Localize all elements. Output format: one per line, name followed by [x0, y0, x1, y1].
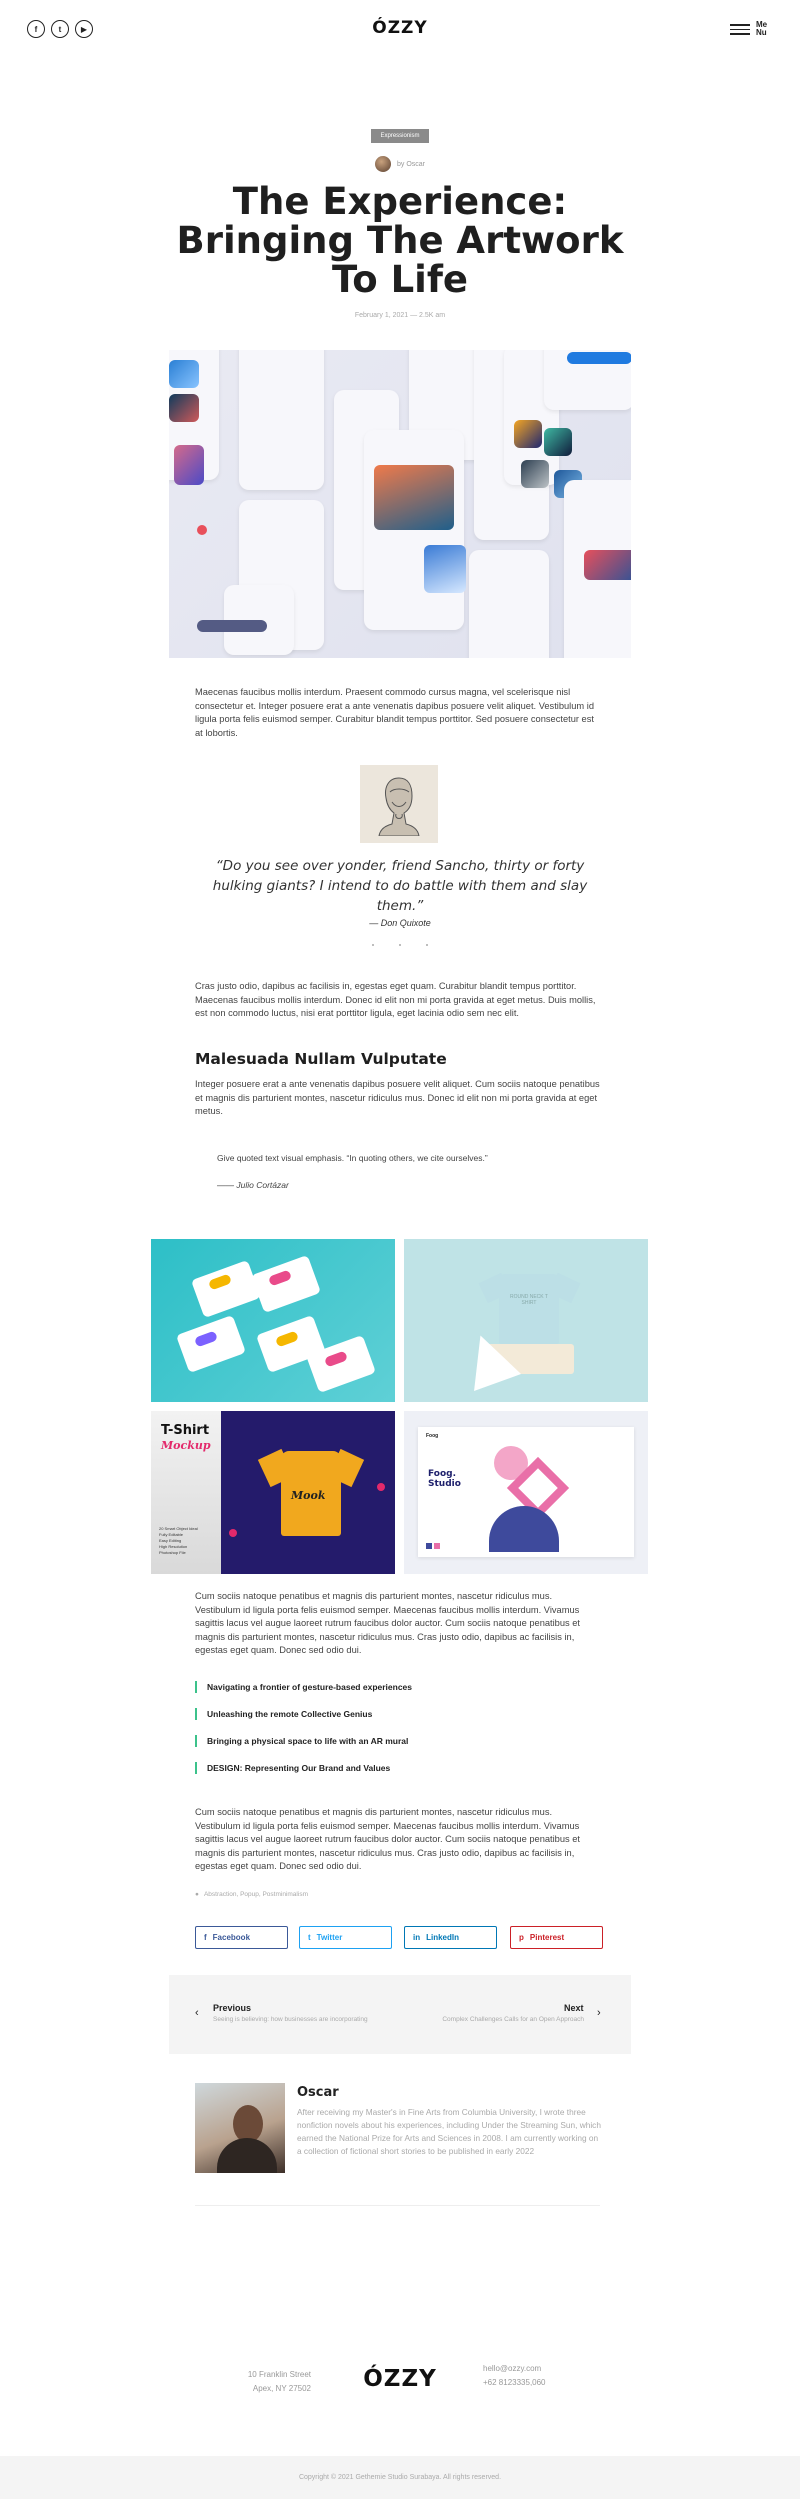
- post-title: The Experience: Bringing The Artwork To Life: [176, 180, 624, 301]
- author-photo[interactable]: [195, 2083, 285, 2173]
- list-item[interactable]: Bringing a physical space to life with an AR mural: [195, 1735, 408, 1747]
- share-label: Pinterest: [529, 1933, 565, 1942]
- tag-icon: ●: [195, 1891, 199, 1898]
- post-tags: [195, 1891, 308, 1898]
- share-label: Twitter: [316, 1933, 343, 1942]
- address-line-2: Apex, NY 27502: [252, 2384, 311, 2393]
- pinterest-icon: p: [519, 1933, 524, 1942]
- share-label: Facebook: [212, 1933, 251, 1942]
- share-linkedin-button[interactable]: [404, 1926, 497, 1949]
- paragraph-2: Cras justo odio, dapibus ac facilisis in, egestas eget quam. Curabitur blandit tempus porttitor. Maecenas faucibus mollis interdum. Donec id elit non mi porta gravida at eget metus. Duis mollis, est non commodo luctus, nisi erat porttitor ligula, eget lacinia odio sem nec elit.: [195, 981, 596, 1018]
- author-name[interactable]: Oscar: [297, 2085, 339, 2100]
- mockup-features: 20 Smart Object Ideal Fully Editable Easy Editing High Resolution Photoshop File: [159, 1526, 198, 1555]
- blockquote-text: Give quoted text visual emphasis. “In quoting others, we cite ourselves.”: [217, 1153, 488, 1163]
- youtube-icon[interactable]: ▶: [75, 20, 93, 38]
- gallery-image-phones[interactable]: [151, 1239, 395, 1402]
- hero-image: [169, 350, 631, 658]
- share-facebook-button[interactable]: [195, 1926, 288, 1949]
- facebook-icon: f: [204, 1933, 207, 1942]
- previous-post-label[interactable]: Previous: [213, 2003, 252, 2013]
- facebook-icon[interactable]: f: [27, 20, 45, 38]
- don-quixote-portrait: [360, 765, 438, 843]
- pull-quote: “Do you see over yonder, friend Sancho, thirty or forty hulking giants? I intend to do battle with them and slay them.”: [212, 858, 588, 914]
- hamburger-icon: [730, 21, 750, 38]
- studio-title: Foog. Studio: [428, 1469, 461, 1489]
- gallery-image-studio[interactable]: [404, 1411, 648, 1574]
- list-item[interactable]: Unleashing the remote Collective Genius: [195, 1708, 372, 1720]
- divider: [195, 2205, 600, 2206]
- address-line-1: 10 Franklin Street: [247, 2370, 311, 2379]
- author-avatar[interactable]: [375, 156, 391, 172]
- linkedin-icon: in: [413, 1933, 421, 1942]
- quote-divider: [372, 944, 428, 946]
- blockquote-cite: —— Julio Cortázar: [217, 1180, 289, 1190]
- mockup-subtitle: Mockup: [161, 1439, 211, 1452]
- share-twitter-button[interactable]: [299, 1926, 392, 1949]
- gallery-image-tshirt[interactable]: [404, 1239, 648, 1402]
- author-byline[interactable]: by Oscar: [396, 160, 425, 168]
- footer-logo[interactable]: ÓZZY: [363, 2366, 437, 2392]
- menu-button[interactable]: [730, 21, 770, 38]
- list-item[interactable]: Navigating a frontier of gesture-based experiences: [195, 1681, 412, 1693]
- menu-label-2: Nu: [756, 28, 767, 38]
- studio-brand: Foog: [426, 1433, 439, 1439]
- next-post-title[interactable]: Complex Challenges Calls for an Open Approach: [442, 2016, 584, 2023]
- section-heading: Malesuada Nullam Vulputate: [195, 1050, 447, 1068]
- paragraph-intro: Maecenas faucibus mollis interdum. Praesent commodo cursus magna, vel scelerisque nisl consectetur et. Integer posuere erat a ante venenatis dapibus posuere velit aliquet. Vestibulum id ligula porta felis euismod semper. Curabitur blandit tempus porttitor. Sed posuere consectetur est at lobortis.: [195, 687, 594, 738]
- category-badge[interactable]: Expressionism: [371, 129, 429, 143]
- paragraph-4: Cum sociis natoque penatibus et magnis dis parturient montes, nascetur ridiculus mus. Vestibulum id ligula porta felis euismod semper. Maecenas faucibus mollis interdum. Vivamus sagittis lacus vel augue laoreet rutrum faucibus dolor auctor. Cum sociis natoque penatibus et magnis dis parturient montes, nascetur ridiculus mus. Cras justo odio, dapibus ac facilisis in, egestas eget quam. Donec sed odio dui.: [195, 1591, 581, 1655]
- next-post-label[interactable]: Next: [564, 2003, 584, 2013]
- list-item[interactable]: DESIGN: Representing Our Brand and Values: [195, 1762, 390, 1774]
- shirt-mook-text: Mook: [291, 1489, 326, 1502]
- paragraph-3: Integer posuere erat a ante venenatis dapibus posuere velit aliquet. Cum sociis natoque penatibus et magnis dis parturient montes, nascetur ridiculus mus. Donec id elit non mi porta gravida at eget metus.: [195, 1079, 600, 1116]
- author-row: [0, 156, 800, 172]
- paragraph-5: Cum sociis natoque penatibus et magnis dis parturient montes, nascetur ridiculus mus. Vestibulum id ligula porta felis euismod semper. Maecenas faucibus mollis interdum. Vivamus sagittis lacus vel augue laoreet rutrum faucibus dolor auctor. Cum sociis natoque penatibus et magnis dis parturient montes, nascetur ridiculus mus. Cras justo odio, dapibus ac facilisis in, egestas eget quam. Donec sed odio dui.: [195, 1807, 581, 1871]
- footer-email[interactable]: hello@ozzy.com: [483, 2364, 542, 2373]
- footer-phone[interactable]: +62 8123335,060: [483, 2378, 546, 2387]
- twitter-icon: t: [308, 1933, 311, 1942]
- menu-label-1: Me: [756, 20, 768, 30]
- tag-list[interactable]: Abstraction, Popup, Postminimalism: [203, 1891, 308, 1898]
- share-label: LinkedIn: [426, 1933, 459, 1942]
- share-pinterest-button[interactable]: [510, 1926, 603, 1949]
- post-meta: February 1, 2021 — 2.5K am: [354, 312, 446, 319]
- chevron-right-icon[interactable]: ›: [597, 2007, 601, 2019]
- gallery-image-mockup[interactable]: [151, 1411, 395, 1574]
- site-header: [0, 0, 800, 60]
- previous-post-title[interactable]: Seeing is believing: how businesses are incorporating: [213, 2016, 368, 2023]
- shirt-text: ROUND NECK T SHIRT: [510, 1294, 548, 1306]
- author-bio: After receiving my Master's in Fine Arts from Columbia University, I wrote three nonfiction novels about his experiences, including Under the Streaming Sun, which earned the National Prize for Arts and Sciences in 2008. I am currently working on a collection of fictional short stories to be published in early 2022: [297, 2107, 601, 2156]
- pull-quote-cite: — Don Quixote: [369, 918, 431, 928]
- site-logo[interactable]: ÓZZY: [372, 18, 428, 38]
- footer-contact: [483, 2362, 546, 2390]
- copyright: Copyright © 2021 Gethemie Studio Surabaya. All rights reserved.: [0, 2456, 800, 2499]
- chevron-left-icon[interactable]: ‹: [195, 2007, 199, 2019]
- twitter-icon[interactable]: t: [51, 20, 69, 38]
- post-navigation: [169, 1975, 631, 2054]
- mockup-title: T-Shirt: [161, 1423, 210, 1438]
